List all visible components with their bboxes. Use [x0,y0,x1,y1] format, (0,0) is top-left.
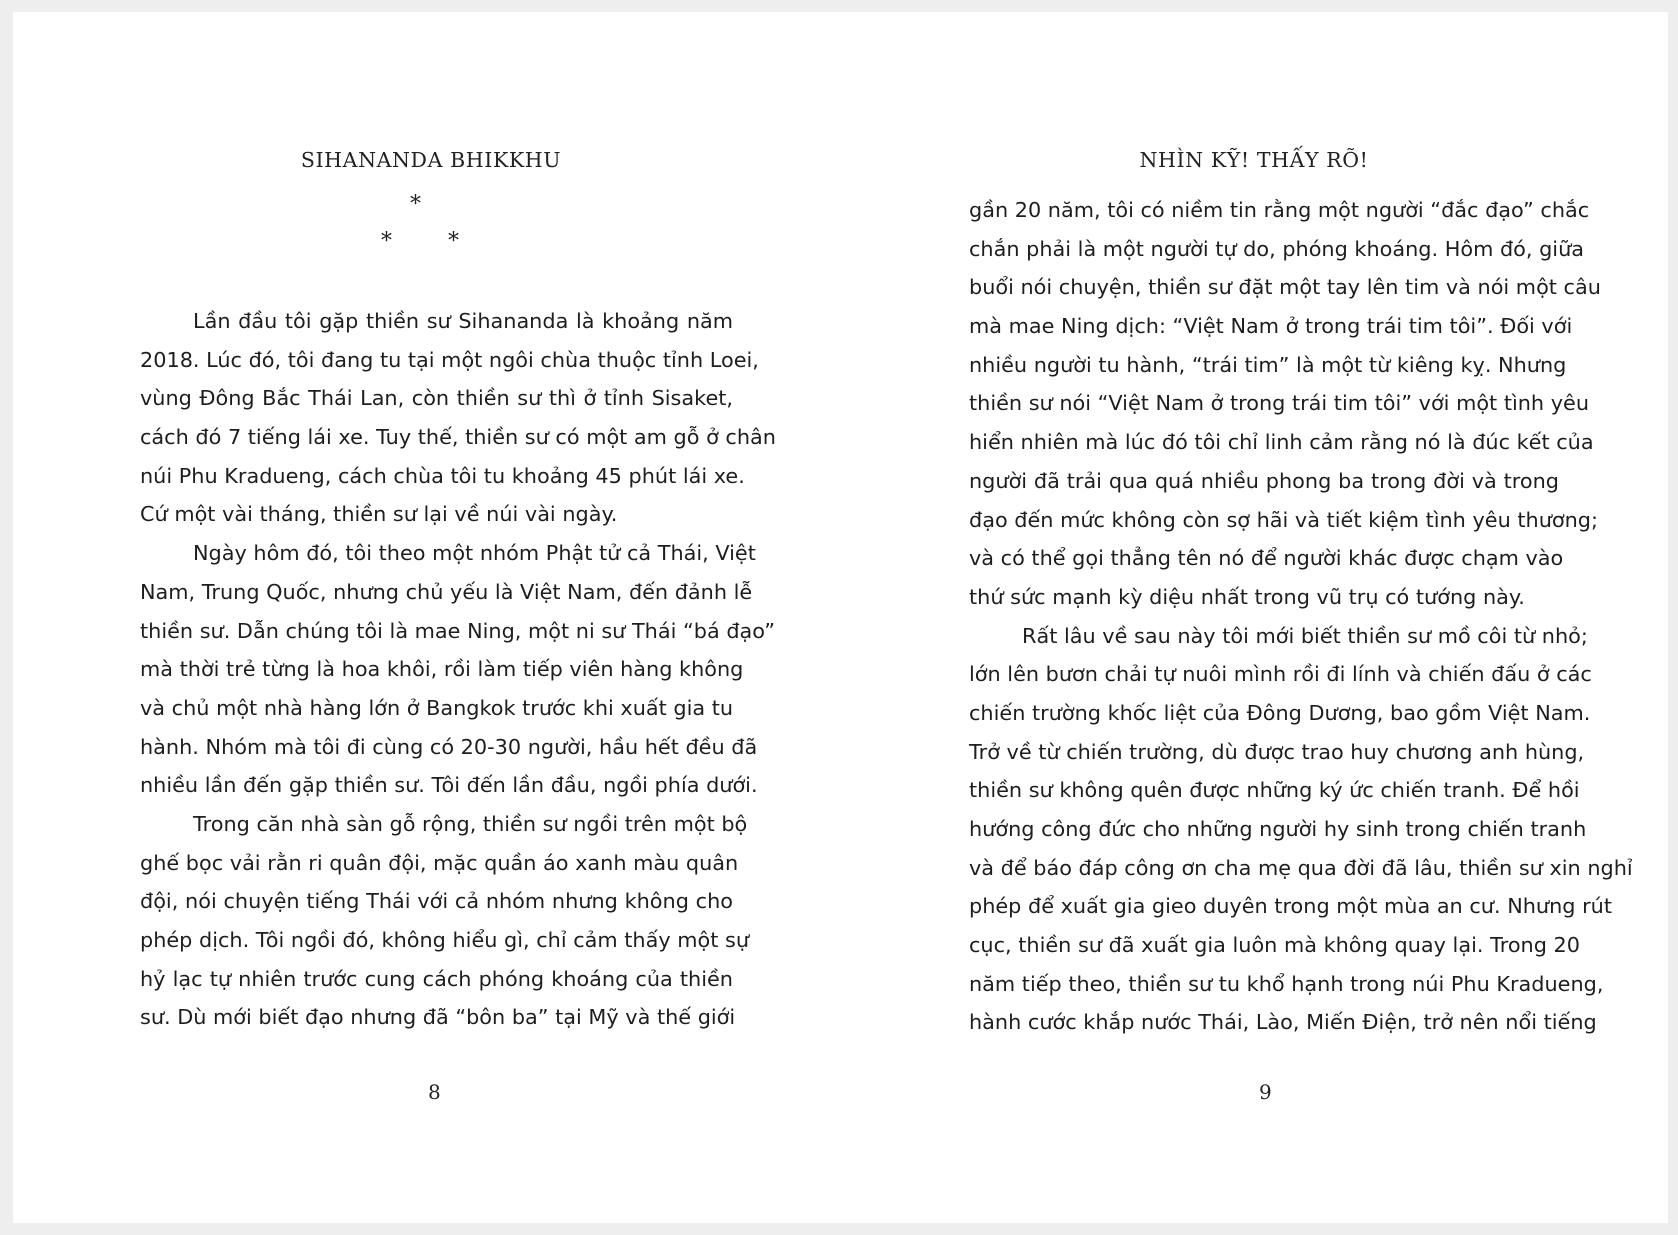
text-line: chắn phải là một người tự do, phóng khoáng. Hôm đó, giữa [969,236,1584,261]
text-line: cách đó 7 tiếng lái xe. Tuy thế, thiền sư có một am gỗ ở chân [140,425,776,450]
text-line: lớn lên bươn chải tự nuôi mình rồi đi lính và chiến đấu ở các [969,662,1592,687]
page-number-right: 9 [1259,1080,1272,1104]
page-number-left: 8 [428,1080,441,1104]
text-line: Cứ một vài tháng, thiền sư lại về núi vài ngày. [140,502,618,527]
text-line: mà thời trẻ từng là hoa khôi, rồi làm tiếp viên hàng không [140,657,744,682]
text-line: và để báo đáp công ơn cha mẹ qua đời đã lâu, thiền sư xin nghỉ [969,855,1633,880]
text-line: hành. Nhóm mà tôi đi cùng có 20-30 người, hầu hết đều đã [140,734,758,759]
text-line: ghế bọc vải rằn ri quân đội, mặc quần áo xanh màu quân [140,850,739,875]
left-page [13,12,849,1223]
text-line: Rất lâu về sau này tôi mới biết thiền sư mồ côi từ nhỏ; [1022,623,1588,648]
text-line: năm tiếp theo, thiền sư tu khổ hạnh trong núi Phu Kradueng, [969,971,1604,996]
text-line: đạo đến mức không còn sợ hãi và tiết kiệm tình yêu thương; [969,507,1598,532]
section-separator-bottom: * * [381,229,459,254]
text-line: Nam, Trung Quốc, nhưng chủ yếu là Việt Nam, đến đảnh lễ [140,579,753,604]
text-line: cục, thiền sư đã xuất gia luôn mà không quay lại. Trong 20 [969,933,1580,958]
text-line: sư. Dù mới biết đạo nhưng đã “bôn ba” tại Mỹ và thế giới [140,1005,736,1030]
text-line: gần 20 năm, tôi có niềm tin rằng một người “đắc đạo” chắc [969,198,1590,222]
text-line: hiển nhiên mà lúc đó tôi chỉ linh cảm rằng nó là đúc kết của [969,430,1594,455]
text-line: và có thể gọi thẳng tên nó để người khác được chạm vào [969,546,1564,571]
text-line: và chủ một nhà hàng lớn ở Bangkok trước khi xuất gia tu [140,695,734,720]
text-line: thứ sức mạnh kỳ diệu nhất trong vũ trụ có tướng này. [969,584,1525,609]
text-line: vùng Đông Bắc Thái Lan, còn thiền sư thì ở tỉnh Sisaket, [140,386,733,411]
section-separator-top: * [410,192,421,217]
text-line: Trở về từ chiến trường, dù được trao huy chương anh hùng, [969,739,1585,764]
text-line: nhiều người tu hành, “trái tim” là một từ kiêng kỵ. Nhưng [969,352,1567,377]
text-line: mà mae Ning dịch: “Việt Nam ở trong trái tim tôi”. Đối với [969,314,1573,339]
text-line: hướng công đức cho những người hy sinh trong chiến tranh [969,817,1587,841]
text-line: nhiều lần đến gặp thiền sư. Tôi đến lần đầu, ngồi phía dưới. [140,773,758,798]
text-line: thiền sư không quên được những ký ức chiến tranh. Để hồi [969,778,1580,803]
running-header-right: NHÌN KỸ! THẤY RÕ! [1139,148,1369,172]
book-spread [13,12,1668,1223]
text-line: thiền sư. Dẫn chúng tôi là mae Ning, một ni sư Thái “bá đạo” [140,618,776,643]
right-body-text [969,191,1633,1042]
left-body-text [140,302,776,1037]
text-line: Trong căn nhà sàn gỗ rộng, thiền sư ngồi trên một bộ [193,811,748,836]
text-line: chiến trường khốc liệt của Đông Dương, bao gồm Việt Nam. [969,700,1591,725]
text-line: phép để xuất gia gieo duyên trong một mùa an cư. Nhưng rút [969,894,1612,919]
text-line: buổi nói chuyện, thiền sư đặt một tay lên tim và nói một câu [969,275,1601,300]
running-header-left: SIHANANDA BHIKKHU [300,148,562,172]
text-line: người đã trải qua quá nhiều phong ba trong đời và trong [969,468,1559,493]
text-line: hỷ lạc tự nhiên trước cung cách phóng khoáng của thiền [140,966,733,991]
text-line: thiền sư nói “Việt Nam ở trong trái tim tôi” với một tình yêu [969,391,1590,416]
text-line: hành cước khắp nước Thái, Lào, Miến Điện, trở nên nổi tiếng [969,1010,1597,1035]
text-line: 2018. Lúc đó, tôi đang tu tại một ngôi chùa thuộc tỉnh Loei, [140,347,759,372]
text-line: Lần đầu tôi gặp thiền sư Sihananda là khoảng năm [193,309,733,333]
text-line: Ngày hôm đó, tôi theo một nhóm Phật tử cả Thái, Việt [193,541,756,566]
text-line: núi Phu Kradueng, cách chùa tôi tu khoảng 45 phút lái xe. [140,463,745,488]
text-line: đội, nói chuyện tiếng Thái với cả nhóm nhưng không cho [140,889,733,914]
text-line: phép dịch. Tôi ngồi đó, không hiểu gì, chỉ cảm thấy một sự [140,928,750,952]
right-page [849,12,1668,1223]
